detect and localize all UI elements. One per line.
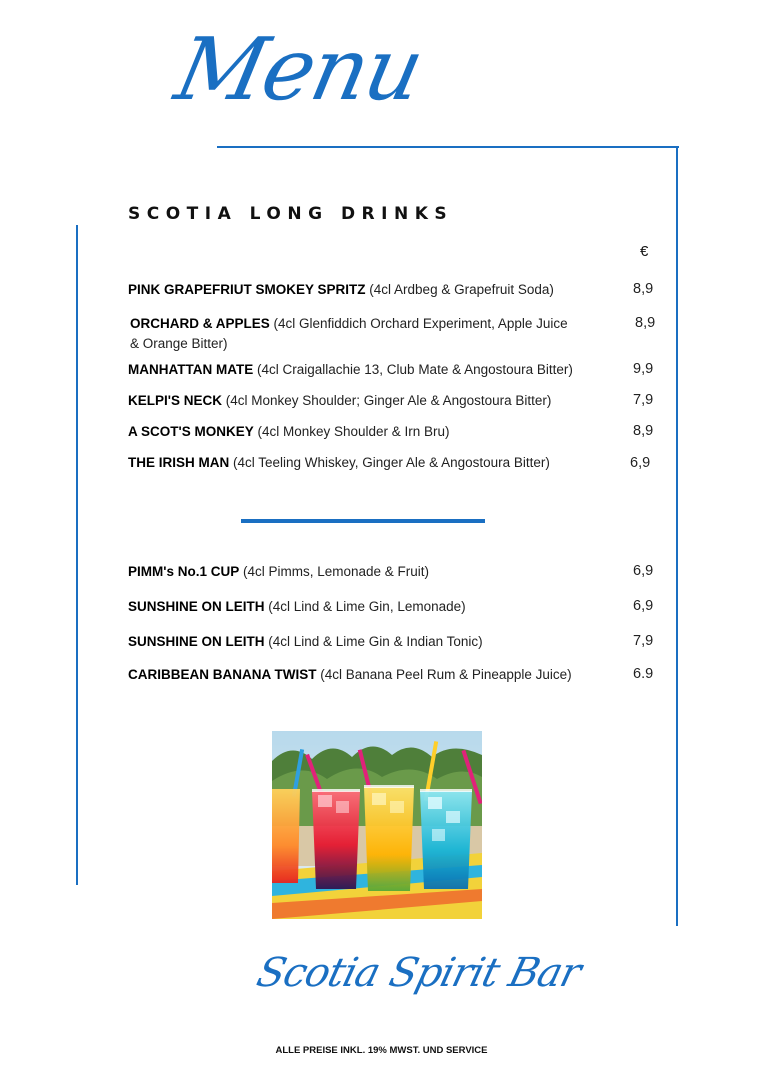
menu-item — [128, 360, 573, 380]
menu-item — [128, 632, 483, 652]
item-description: (4cl Teeling Whiskey, Ginger Ale & Angostoura Bitter) — [229, 455, 550, 470]
item-description: (4cl Ardbeg & Grapefruit Soda) — [365, 282, 554, 297]
item-name: CARIBBEAN BANANA TWIST — [128, 667, 317, 682]
frame-line-top — [217, 146, 679, 148]
item-name: PIMM's No.1 CUP — [128, 564, 240, 579]
item-price: 6,9 — [630, 455, 651, 471]
item-description: (4cl Lind & Lime Gin & Indian Tonic) — [264, 634, 483, 649]
item-price: 6,9 — [633, 598, 654, 614]
item-description: (4cl Lind & Lime Gin, Lemonade) — [264, 599, 466, 614]
menu-item — [128, 562, 429, 582]
item-name: SUNSHINE ON LEITH — [128, 634, 265, 649]
item-name: MANHATTAN MATE — [128, 362, 254, 377]
footer-note: ALLE PREISE INKL. 19% MWST. UND SERVICE — [275, 1045, 488, 1056]
menu-item — [128, 280, 554, 300]
item-description: (4cl Monkey Shoulder; Ginger Ale & Angostoura Bitter) — [221, 393, 552, 408]
item-name: PINK GRAPEFRIUT SMOKEY SPRITZ — [128, 282, 366, 297]
item-description-cont: & Orange Bitter) — [130, 336, 228, 351]
item-description: (4cl Pimms, Lemonade & Fruit) — [239, 564, 430, 579]
item-description: (4cl Monkey Shoulder & Irn Bru) — [253, 424, 450, 439]
item-price: 6.9 — [633, 666, 654, 682]
item-price: 8,9 — [633, 423, 654, 439]
item-price: 7,9 — [633, 633, 654, 649]
item-price: 8,9 — [633, 281, 654, 297]
item-name: ORCHARD & APPLES — [130, 316, 270, 331]
menu-item — [128, 665, 572, 685]
item-name: KELPI'S NECK — [128, 393, 222, 408]
frame-line-right — [676, 146, 678, 926]
item-name: A SCOT'S MONKEY — [128, 424, 254, 439]
menu-item — [128, 391, 551, 411]
item-price: 6,9 — [633, 563, 654, 579]
frame-line-left — [76, 225, 78, 885]
menu-item — [128, 597, 466, 617]
menu-item — [128, 453, 550, 473]
menu-item — [128, 422, 450, 442]
item-name: THE IRISH MAN — [128, 455, 230, 470]
menu-title: Menu — [167, 20, 431, 120]
item-price: 9,9 — [633, 361, 654, 377]
section-title: SCOTIA LONG DRINKS — [128, 204, 454, 224]
item-price: 8,9 — [635, 315, 656, 331]
cocktails-illustration — [272, 731, 482, 919]
item-description: (4cl Craigallachie 13, Club Mate & Angostoura Bitter) — [253, 362, 573, 377]
currency-symbol: € — [640, 243, 649, 260]
item-name: SUNSHINE ON LEITH — [128, 599, 265, 614]
menu-item — [130, 314, 568, 354]
item-description: (4cl Glenfiddich Orchard Experiment, Apple Juice — [269, 316, 568, 331]
bar-signature: Scotia Spirit Bar — [252, 950, 585, 996]
cocktails-photo — [272, 731, 482, 919]
item-description: (4cl Banana Peel Rum & Pineapple Juice) — [316, 667, 572, 682]
section-divider — [241, 519, 485, 523]
item-price: 7,9 — [633, 392, 654, 408]
